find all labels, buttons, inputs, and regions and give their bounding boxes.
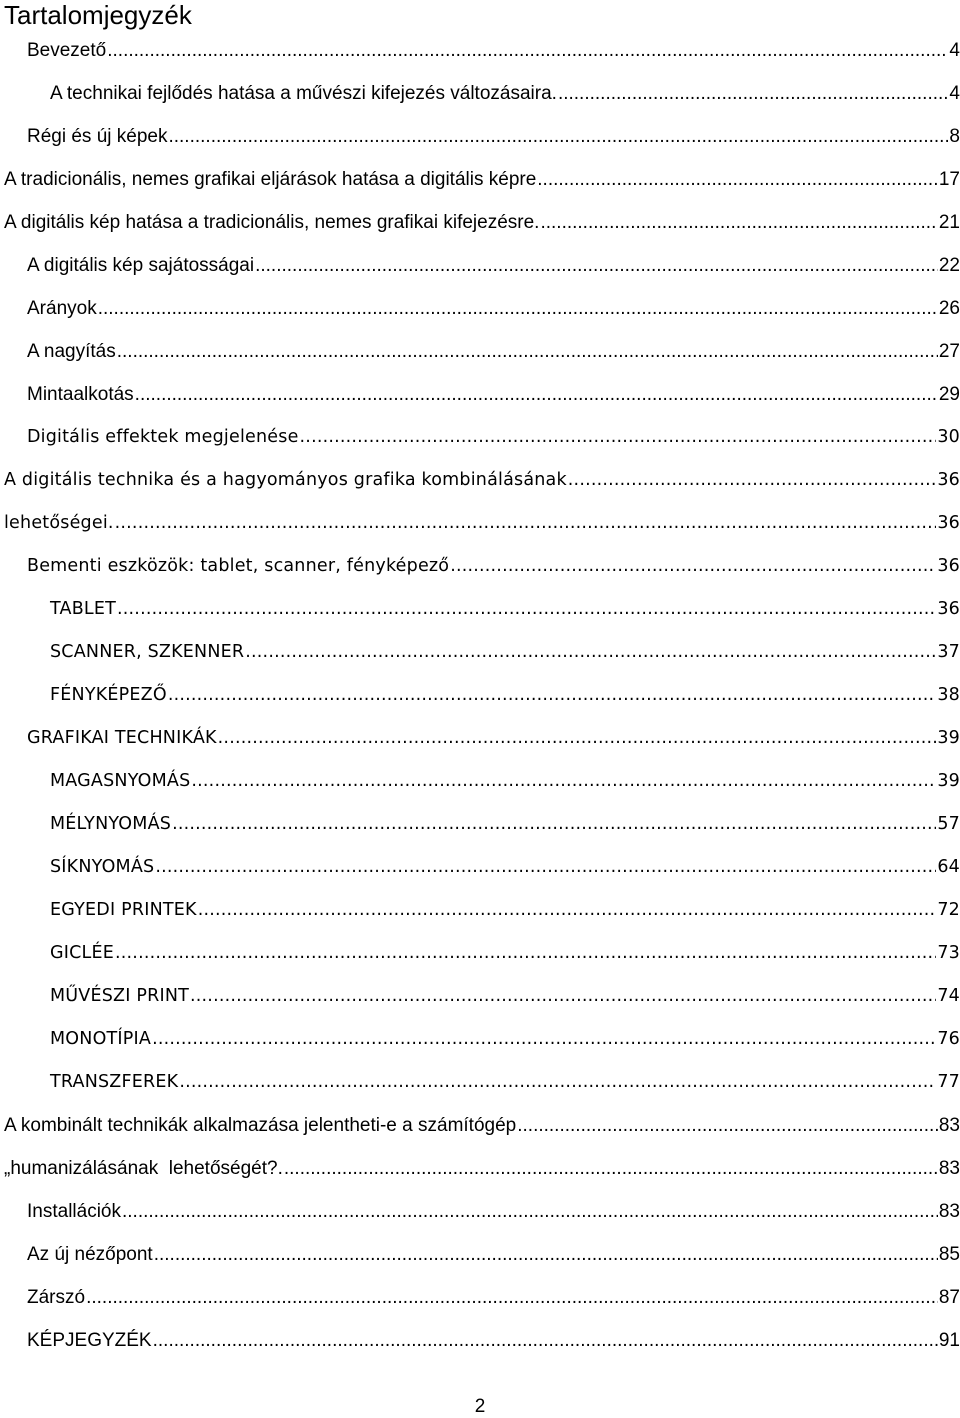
toc-entry-page-number: 36	[937, 470, 960, 490]
dot-leader	[122, 1201, 938, 1223]
toc-entry-title: Mintaalkotás	[27, 384, 134, 405]
dot-leader	[154, 1244, 938, 1266]
toc-entry-title: Digitális effektek megjelenése	[27, 427, 299, 447]
page-number: 2	[474, 1396, 486, 1417]
toc-entry-page-number: 76	[937, 1029, 960, 1049]
toc-entry-title: Zárszó	[27, 1287, 86, 1308]
toc-entry[interactable]	[50, 857, 960, 883]
dot-leader	[517, 1115, 938, 1137]
toc-entry-title: A digitális technika és a hagyományos grafika kombinálásának	[4, 470, 567, 490]
dot-leader	[168, 685, 937, 705]
dot-leader	[191, 771, 936, 791]
toc-entry[interactable]	[50, 599, 960, 625]
dot-leader	[107, 40, 948, 62]
toc-entry[interactable]	[50, 642, 960, 668]
toc-entry[interactable]	[50, 685, 960, 711]
toc-entry[interactable]	[27, 1244, 960, 1270]
dot-leader	[300, 427, 937, 447]
toc-entry[interactable]	[27, 556, 960, 582]
toc-entry-title: A tradicionális, nemes grafikai eljárások hatása a digitális képre	[4, 169, 537, 190]
dot-leader	[153, 1330, 938, 1352]
dot-leader	[568, 470, 937, 490]
toc-entry[interactable]	[50, 83, 960, 109]
toc-entry-title: Bevezető	[27, 40, 107, 61]
dot-leader	[558, 83, 948, 105]
toc-entry[interactable]	[50, 943, 960, 969]
toc-entry-page-number: 17	[938, 169, 960, 190]
dot-leader	[284, 1158, 938, 1180]
toc-entry-page-number: 36	[937, 556, 960, 576]
toc-entry-title: KÉPJEGYZÉK	[27, 1330, 152, 1351]
toc-entry-title: Installációk	[27, 1201, 121, 1222]
dot-leader	[117, 599, 936, 619]
toc-entry-page-number: 73	[937, 943, 960, 963]
toc-entry-title: GRAFIKAI TECHNIKÁK	[27, 728, 217, 748]
toc-entry-page-number: 38	[937, 685, 960, 705]
dot-leader	[255, 255, 938, 277]
toc-entry-page-number: 91	[938, 1330, 960, 1351]
toc-entry-page-number: 83	[938, 1158, 960, 1179]
toc-entry-title: FÉNYKÉPEZŐ	[50, 685, 167, 705]
dot-leader	[218, 728, 937, 748]
toc-entry-page-number: 27	[938, 341, 960, 362]
toc-entry[interactable]	[50, 900, 960, 926]
toc-entry[interactable]	[27, 341, 960, 367]
toc-entry-title: MÉLYNYOMÁS	[50, 814, 172, 834]
toc-entry[interactable]	[27, 1201, 960, 1227]
toc-entry-page-number: 21	[938, 212, 960, 233]
dot-leader	[168, 126, 948, 148]
toc-entry-title: A technikai fejlődés hatása a művészi kifejezés változásaira.	[50, 83, 557, 104]
page-title: Tartalomjegyzék	[4, 0, 192, 30]
toc-entry-page-number: 74	[937, 986, 960, 1006]
toc-entry-page-number: 72	[937, 900, 960, 920]
toc-entry-title: Arányok	[27, 298, 97, 319]
toc-entry-title: „humanizálásának lehetőségét?.	[4, 1158, 283, 1179]
toc-entry-page-number: 8	[949, 126, 960, 147]
toc-entry-page-number: 26	[938, 298, 960, 319]
toc-entry[interactable]	[4, 470, 960, 496]
toc-entry[interactable]	[50, 1029, 960, 1055]
dot-leader	[245, 642, 936, 662]
toc-entry[interactable]	[50, 771, 960, 797]
toc-entry[interactable]	[50, 986, 960, 1012]
toc-entry[interactable]	[27, 40, 960, 66]
toc-entry[interactable]	[27, 126, 960, 152]
toc-entry-page-number: 4	[949, 40, 960, 61]
toc-entry-title: GICLÉE	[50, 943, 115, 963]
toc-entry-page-number: 37	[937, 642, 960, 662]
dot-leader	[172, 814, 936, 834]
toc-entry-page-number: 4	[949, 83, 960, 104]
dot-leader	[190, 986, 936, 1006]
dot-leader	[115, 943, 936, 963]
toc-entry-title: Régi és új képek	[27, 126, 168, 147]
toc-entry[interactable]	[27, 1330, 960, 1356]
toc-entry-page-number: 30	[937, 427, 960, 447]
toc-entry-title: TABLET	[50, 599, 117, 619]
toc-entry-title: A kombinált technikák alkalmazása jelentheti-e a számítógép	[4, 1115, 517, 1136]
dot-leader	[115, 513, 937, 533]
toc-entry-page-number: 83	[938, 1115, 960, 1136]
dot-leader	[537, 169, 938, 191]
dot-leader	[117, 341, 938, 363]
toc-entry[interactable]	[27, 255, 960, 281]
toc-entry-title: A digitális kép sajátosságai	[27, 255, 255, 276]
toc-entry-title: MŰVÉSZI PRINT	[50, 986, 190, 1006]
toc-entry-title: SCANNER, SZKENNER	[50, 642, 245, 662]
dot-leader	[135, 384, 938, 406]
toc-entry-page-number: 77	[937, 1072, 960, 1092]
toc-entry[interactable]	[50, 1072, 960, 1098]
toc-entry-title: Bementi eszközök: tablet, scanner, fényképező	[27, 556, 450, 576]
toc-entry[interactable]	[4, 513, 960, 539]
dot-leader	[179, 1072, 936, 1092]
dot-leader	[450, 556, 936, 576]
toc-entry[interactable]	[27, 298, 960, 324]
toc-entry-page-number: 36	[937, 599, 960, 619]
toc-entry-page-number: 39	[937, 728, 960, 748]
toc-entry[interactable]	[50, 814, 960, 840]
toc-entry-title: lehetőségei.	[4, 513, 114, 533]
toc-entry-page-number: 64	[937, 857, 960, 877]
toc-entry-title: SÍKNYOMÁS	[50, 857, 155, 877]
toc-entry-page-number: 36	[937, 513, 960, 533]
toc-entry[interactable]	[27, 728, 960, 754]
toc-entry-page-number: 29	[938, 384, 960, 405]
toc-entry-page-number: 85	[938, 1244, 960, 1265]
toc-entry[interactable]	[4, 1158, 960, 1184]
toc-entry-page-number: 83	[938, 1201, 960, 1222]
toc-entry[interactable]	[27, 427, 960, 453]
toc-entry[interactable]	[27, 1287, 960, 1313]
dot-leader	[198, 900, 937, 920]
dot-leader	[155, 857, 936, 877]
toc-entry[interactable]	[4, 1115, 960, 1141]
dot-leader	[540, 212, 937, 234]
toc-entry-title: A nagyítás	[27, 341, 116, 362]
toc-entry-title: MONOTÍPIA	[50, 1029, 152, 1049]
toc-entry-title: A digitális kép hatása a tradicionális, nemes grafikai kifejezésre.	[4, 212, 540, 233]
toc-entry-page-number: 57	[937, 814, 960, 834]
toc-entry-page-number: 87	[938, 1287, 960, 1308]
toc-entry-title: Az új nézőpont	[27, 1244, 153, 1265]
toc-entry-title: EGYEDI PRINTEK	[50, 900, 197, 920]
toc-entry[interactable]	[4, 169, 960, 195]
toc-entry[interactable]	[4, 212, 960, 238]
dot-leader	[152, 1029, 936, 1049]
dot-leader	[98, 298, 938, 320]
toc-entry-page-number: 39	[937, 771, 960, 791]
toc-entry-title: MAGASNYOMÁS	[50, 771, 191, 791]
toc-entry-title: TRANSZFEREK	[50, 1072, 179, 1092]
toc-entry-page-number: 22	[938, 255, 960, 276]
toc-entry[interactable]	[27, 384, 960, 410]
dot-leader	[86, 1287, 938, 1309]
